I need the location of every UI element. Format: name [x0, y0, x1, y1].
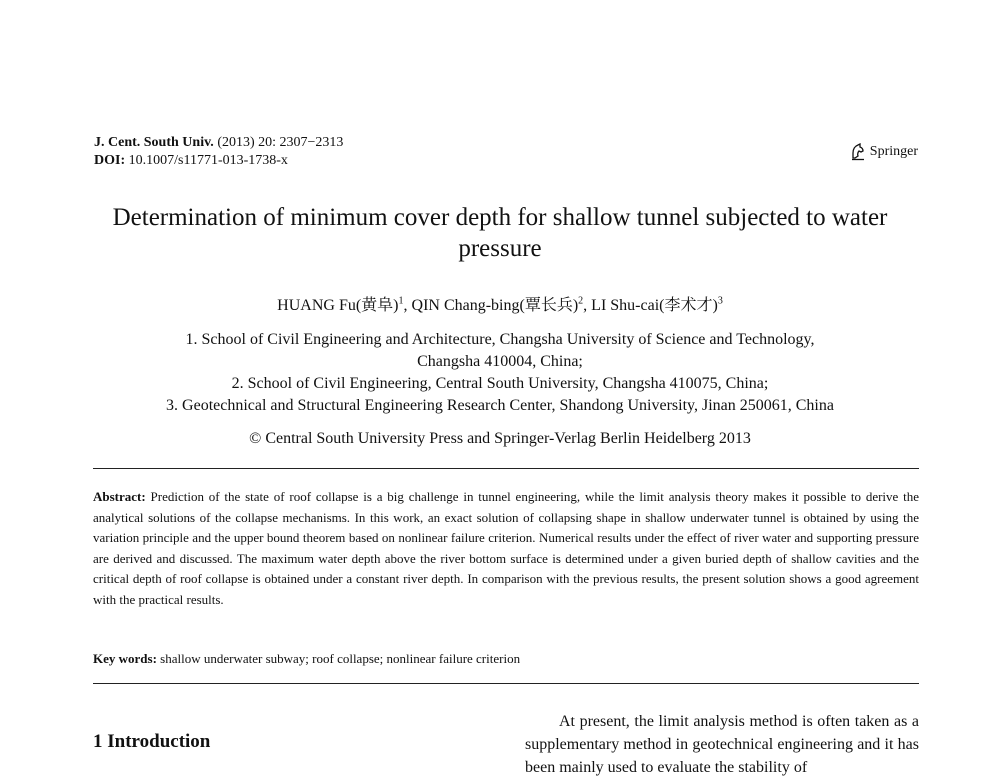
author-affil-mark: 2 — [578, 295, 584, 307]
divider-top — [93, 468, 919, 469]
author-name: QIN Chang-bing(覃长兵) — [411, 297, 579, 314]
publisher-name: Springer — [869, 144, 918, 159]
paper-title: Determination of minimum cover depth for shallow tunnel subjected to water pressure — [112, 204, 888, 262]
intro-paragraph: At present, the limit analysis method is often taken as a supplementary method in geotechnical engineering and it has been mainly used to evaluate the stability of — [525, 713, 919, 776]
abstract — [93, 487, 919, 611]
divider-bottom — [93, 683, 919, 684]
affiliation-line: 3. Geotechnical and Structural Engineering Research Center, Shandong University, Jinan 250061, China — [166, 397, 834, 414]
publisher-logo — [850, 143, 918, 161]
affiliation-line: 2. School of Civil Engineering, Central South University, Changsha 410075, China; — [231, 375, 769, 392]
affiliation-line: 1. School of Civil Engineering and Architecture, Changsha University of Science and Technology, — [185, 331, 815, 348]
doi-label: DOI: — [94, 153, 126, 168]
keywords-text: shallow underwater subway; roof collapse; nonlinear failure criterion — [156, 651, 521, 666]
copyright-notice: © Central South University Press and Springer-Verlag Berlin Heidelberg 2013 — [249, 430, 751, 447]
keywords — [93, 651, 520, 667]
abstract-label: Abstract: — [93, 489, 146, 504]
journal-line — [94, 134, 343, 152]
journal-issue: (2013) 20: 2307−2313 — [213, 135, 344, 150]
abstract-text: Prediction of the state of roof collapse is a big challenge in tunnel engineering, while the limit analysis theory makes it possible to derive the analytical solutions of the collapse mechanisms. In this work, an exact solution of collapsing shape in shallow underwater tunnel is obtained by using the variation principle and the upper bound theorem based on nonlinear failure criterion. Numerical results under the effect of river water and supporting pressure are derived and discussed. The maximum water depth above the river bottom surface is determined under a given buried depth of shallow cavities and the critical depth of roof collapse is obtained under a constant river depth. In comparison with the previous results, the present solution shows a good agreement with the practical results. — [93, 489, 919, 607]
keywords-label: Key words: — [93, 651, 157, 666]
author-name: HUANG Fu(黄阜) — [277, 297, 399, 314]
author-name: LI Shu-cai(李术才) — [591, 297, 718, 314]
journal-name: J. Cent. South Univ. — [94, 135, 214, 150]
doi-line — [94, 152, 343, 170]
author-affil-mark: 1 — [398, 295, 404, 307]
affiliations — [100, 329, 900, 417]
section-heading-introduction: 1 Introduction — [93, 731, 211, 752]
springer-horse-icon — [850, 143, 866, 161]
doi-value[interactable]: 10.1007/s11771-013-1738-x — [125, 153, 288, 168]
affiliation-line: Changsha 410004, China; — [417, 353, 583, 370]
author-affil-mark: 3 — [717, 295, 723, 307]
author-list: HUANG Fu(黄阜)$^1$, QIN Chang-bing(覃长兵)$^2$, LI Shu-cai(李术才)$^3$ — [277, 295, 723, 314]
journal-citation — [94, 134, 343, 170]
